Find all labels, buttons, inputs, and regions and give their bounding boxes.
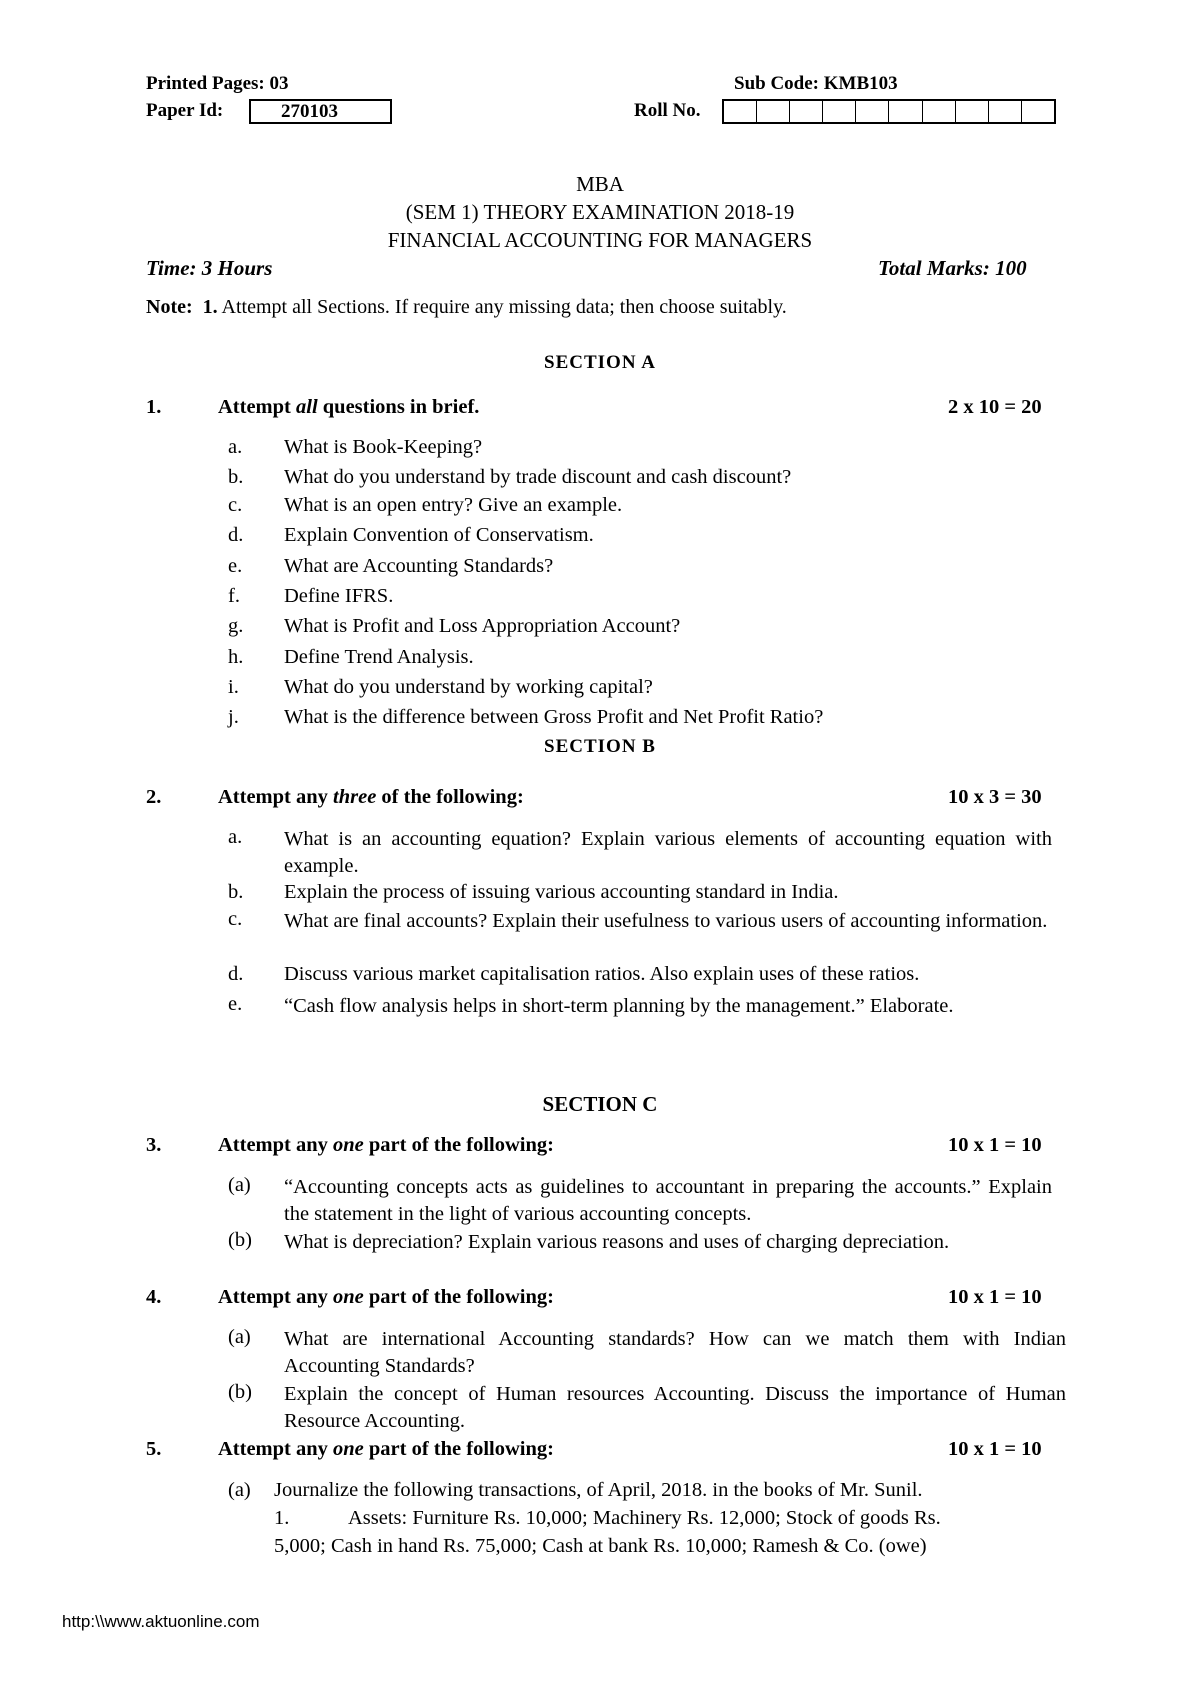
q1-item-text: Define Trend Analysis. (284, 646, 474, 668)
q2-item-text: Discuss various market capitalisation ratios. Also explain uses of these ratios. (284, 963, 920, 985)
q1-instruction (218, 396, 479, 419)
q2-item-label: e. (228, 993, 243, 1015)
q5-number: 5. (146, 1438, 162, 1460)
q3-item-text: What is depreciation? Explain various reasons and uses of charging depreciation. (284, 1231, 950, 1253)
q3-marks: 10 x 1 = 10 (948, 1134, 1042, 1156)
roll-cell (956, 101, 989, 122)
q3-number: 3. (146, 1134, 162, 1156)
q1-item-label: d. (228, 524, 244, 546)
roll-cell (823, 101, 856, 122)
q2-item-label: a. (228, 826, 243, 848)
q2-item-label: c. (228, 908, 243, 930)
program-title: MBA (576, 172, 624, 196)
q5-instruction (218, 1438, 554, 1461)
note-number: 1. (202, 296, 218, 318)
q1-item-text: What is an open entry? Give an example. (284, 494, 623, 516)
exam-title: (SEM 1) THEORY EXAMINATION 2018-19 (405, 200, 795, 224)
section-c-heading: SECTION C (542, 1092, 658, 1116)
q2-marks: 10 x 3 = 30 (948, 786, 1042, 808)
q2-pre: Attempt any (218, 786, 334, 808)
q1-item-text: What is the difference between Gross Profit and Net Profit Ratio? (284, 706, 824, 728)
q5-sub-text-line2: 5,000; Cash in hand Rs. 75,000; Cash at bank Rs. 10,000; Ramesh & Co. (owe) (274, 1535, 927, 1557)
roll-cell (889, 101, 922, 122)
q1-item-text: What is Book-Keeping? (284, 436, 483, 458)
q1-post: questions in brief. (317, 396, 480, 418)
note-label: Note: (146, 296, 193, 318)
q1-item-label: b. (228, 466, 244, 488)
q2-item-text: What is an accounting equation? Explain various elements of accounting equation with example. (284, 828, 1052, 877)
q1-item-text: What is Profit and Loss Appropriation Account? (284, 615, 681, 637)
q1-number: 1. (146, 396, 162, 418)
q2-item-text: Explain the process of issuing various accounting standard in India. (284, 881, 839, 903)
roll-cell (989, 101, 1022, 122)
paper-id-box (249, 99, 392, 124)
q3-em: one (333, 1134, 364, 1156)
q2-item-text: “Cash flow analysis helps in short-term planning by the management.” Elaborate. (284, 995, 954, 1017)
q5-sub-number: 1. (274, 1507, 290, 1529)
q4-marks: 10 x 1 = 10 (948, 1286, 1042, 1308)
q2-number: 2. (146, 786, 162, 808)
q2-item-text: What are final accounts? Explain their usefulness to various users of accounting information. (284, 910, 1048, 932)
q5-marks: 10 x 1 = 10 (948, 1438, 1042, 1460)
q1-item-text: What are Accounting Standards? (284, 555, 554, 577)
roll-cell (1022, 101, 1054, 122)
exam-time: Time: 3 Hours (146, 256, 273, 280)
q4-em: one (333, 1286, 364, 1308)
total-marks: Total Marks: 100 (878, 256, 1027, 280)
q3-item-label: (b) (228, 1229, 252, 1251)
q1-em: all (296, 396, 318, 418)
q1-marks: 2 x 10 = 20 (948, 396, 1042, 418)
q1-item-label: i. (228, 676, 239, 698)
q3-item-label: (a) (228, 1174, 251, 1196)
note-line (146, 296, 787, 319)
q1-item-text: What do you understand by trade discount and cash discount? (284, 466, 792, 488)
q2-item-label: b. (228, 881, 244, 903)
q4-item-text: What are international Accounting standards? How can we match them with Indian Accounting Standards? (284, 1328, 1066, 1377)
q3-post: part of the following: (363, 1134, 554, 1156)
section-b-heading: SECTION B (544, 736, 656, 757)
sub-code: Sub Code: KMB103 (734, 73, 898, 94)
q1-item-label: c. (228, 494, 243, 516)
q4-item-label: (b) (228, 1381, 252, 1403)
printed-pages: Printed Pages: 03 (146, 73, 289, 94)
roll-cell (790, 101, 823, 122)
q5-item-text: Journalize the following transactions, of April, 2018. in the books of Mr. Sunil. (274, 1479, 923, 1501)
q1-item-text: What do you understand by working capital? (284, 676, 653, 698)
q1-item-text: Explain Convention of Conservatism. (284, 524, 594, 546)
q4-item-text: Explain the concept of Human resources Accounting. Discuss the importance of Human Resource Accounting. (284, 1383, 1066, 1432)
q1-item-label: e. (228, 555, 243, 577)
q2-instruction (218, 786, 524, 809)
roll-cell (757, 101, 790, 122)
q1-item-label: j. (228, 706, 239, 728)
q1-item-label: h. (228, 646, 244, 668)
q4-item-label: (a) (228, 1326, 251, 1348)
q2-post: of the following: (376, 786, 524, 808)
footer-url[interactable]: http:\\www.aktuonline.com (62, 1612, 260, 1631)
q5-pre: Attempt any (218, 1438, 334, 1460)
q1-pre: Attempt (218, 396, 296, 418)
section-a-heading: SECTION A (544, 352, 656, 373)
q2-item-label: d. (228, 963, 244, 985)
roll-cell (923, 101, 956, 122)
roll-cell (856, 101, 889, 122)
q1-item-label: f. (228, 585, 240, 607)
q1-item-label: g. (228, 615, 244, 637)
subject-title: FINANCIAL ACCOUNTING FOR MANAGERS (387, 228, 813, 252)
q3-pre: Attempt any (218, 1134, 334, 1156)
q4-post: part of the following: (363, 1286, 554, 1308)
q5-sub-text-line1: Assets: Furniture Rs. 10,000; Machinery Rs. 12,000; Stock of goods Rs. (348, 1507, 941, 1529)
q3-instruction (218, 1134, 554, 1157)
q2-em: three (333, 786, 377, 808)
q5-item-label: (a) (228, 1479, 251, 1501)
q1-item-text: Define IFRS. (284, 585, 394, 607)
q1-item-label: a. (228, 436, 243, 458)
paper-id-value: 270103 (281, 101, 338, 122)
roll-cell (724, 101, 757, 122)
paper-id-label: Paper Id: (146, 100, 224, 121)
note-text: Attempt all Sections. If require any missing data; then choose suitably. (221, 296, 787, 318)
roll-no-label: Roll No. (634, 100, 701, 121)
roll-no-boxes (722, 99, 1056, 124)
q4-number: 4. (146, 1286, 162, 1308)
q4-pre: Attempt any (218, 1286, 334, 1308)
q5-em: one (333, 1438, 364, 1460)
q5-post: part of the following: (363, 1438, 554, 1460)
q4-instruction (218, 1286, 554, 1309)
q3-item-text: “Accounting concepts acts as guidelines to accountant in preparing the accounts.” Explain the statement in the light of various accounting concepts. (284, 1176, 1052, 1225)
